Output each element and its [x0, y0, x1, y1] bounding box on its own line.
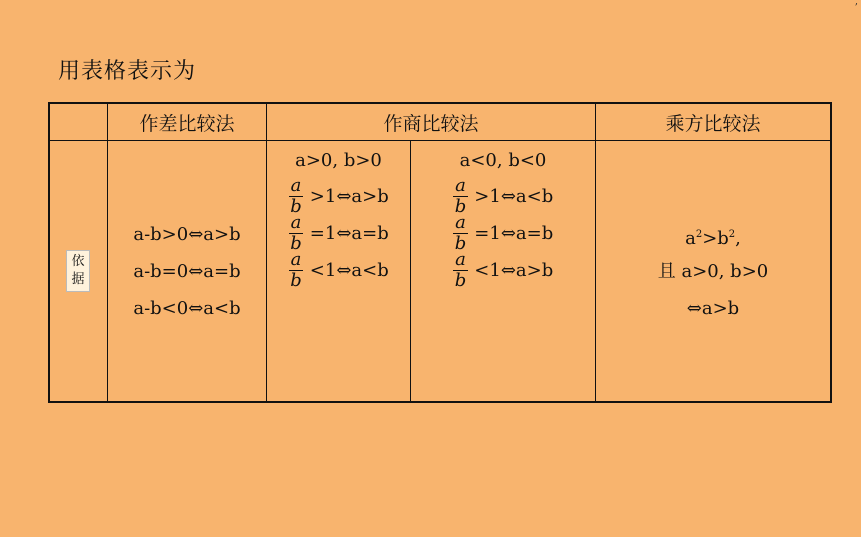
difference-rule: a-b<0⇔a<b — [133, 297, 241, 319]
quotient-neg-condition: a<0, b<0 — [459, 149, 547, 171]
quotient-pos-cell — [267, 175, 410, 400]
fraction: $\frac{a}{b}$ — [290, 212, 302, 254]
quotient-rule: $\frac{a}{b}$ <1⇔a<b — [290, 249, 389, 291]
difference-rule: a-b>0⇔a>b — [133, 223, 241, 245]
power-rule-line: ⇔a>b — [686, 297, 740, 319]
quotient-rule: $\frac{a}{b}$ <1⇔a>b — [454, 249, 554, 291]
row-label-basis — [66, 250, 90, 292]
quotient-neg-cell — [411, 175, 595, 400]
fraction: $\frac{a}{b}$ — [454, 212, 467, 254]
quotient-rule: $\frac{a}{b}$ >1⇔a<b — [454, 175, 554, 217]
row-label-char: 依 — [71, 254, 85, 269]
table-border-bottom — [48, 401, 832, 403]
header-difference-method: 作差比较法 — [139, 112, 235, 135]
quotient-rule: $\frac{a}{b}$ =1⇔a=b — [290, 212, 389, 254]
power-rule-line: $a^2>b^2$, — [685, 227, 741, 249]
row-label-char: 据 — [71, 272, 85, 287]
fraction: $\frac{a}{b}$ — [290, 175, 302, 217]
fraction: $\frac{a}{b}$ — [290, 249, 302, 291]
corner-mark: , — [854, 0, 858, 7]
difference-cell — [108, 141, 266, 401]
table-border-left — [48, 102, 50, 403]
difference-rule: a-b=0⇔a=b — [133, 260, 241, 282]
quotient-pos-condition: a>0, b>0 — [295, 149, 382, 171]
power-cell — [596, 141, 830, 401]
fraction: $\frac{a}{b}$ — [454, 175, 467, 217]
quotient-rule: $\frac{a}{b}$ >1⇔a>b — [290, 175, 389, 217]
quotient-rule: $\frac{a}{b}$ =1⇔a=b — [454, 212, 554, 254]
power-rule-line: 且 a>0, b>0 — [657, 260, 769, 282]
header-power-method: 乘方比较法 — [665, 112, 761, 135]
page-title: 用表格表示为 — [58, 59, 197, 84]
header-quotient-method: 作商比较法 — [383, 112, 479, 135]
fraction: $\frac{a}{b}$ — [454, 249, 467, 291]
table-border-right — [830, 102, 832, 403]
